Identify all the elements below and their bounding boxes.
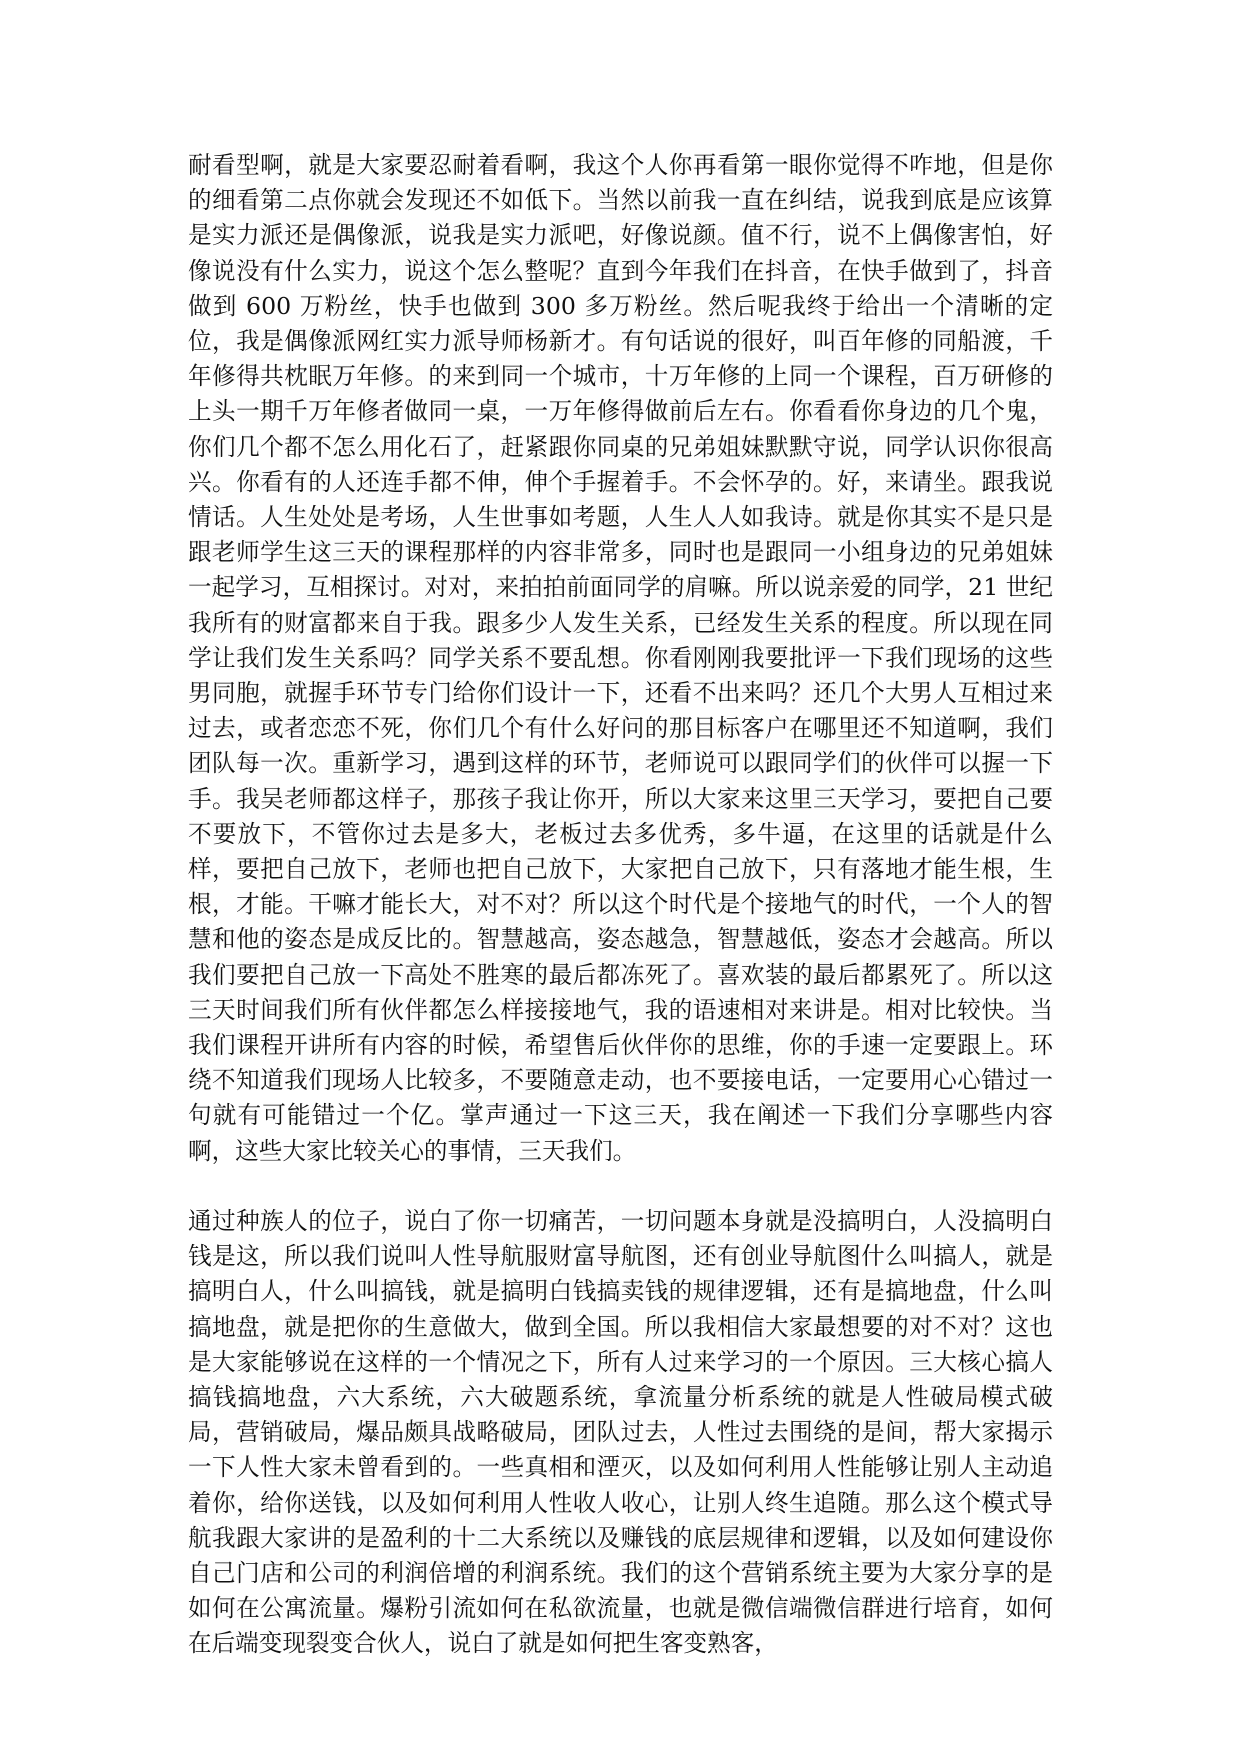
- paragraph-2: 通过种族人的位子，说白了你一切痛苦，一切问题本身就是没搞明白，人没搞明白钱是这，所以我们说叫人性导航服财富导航图，还有创业导航图什么叫搞人，就是搞明白人，什么叫搞钱，就是搞明白钱搞卖钱的规律逻辑，还有是搞地盘，什么叫搞地盘，就是把你的生意做大，做到全国。所以我相信大家最想要的对不对？这也是大家能够说在这样的一个情况之下，所有人过来学习的一个原因。三大核心搞人搞钱搞地盘，六大系统，六大破题系统，拿流量分析系统的就是人性破局模式破局，营销破局，爆品颇具战略破局，团队过去，人性过去围绕的是间，帮大家揭示一下人性大家未曾看到的。一些真相和湮灭，以及如何利用人性能够让别人主动追着你，给你送钱，以及如何利用人性收人收心，让别人终生追随。那么这个模式导航我跟大家讲的是盈利的十二大系统以及赚钱的底层规律和逻辑，以及如何建设你自己门店和公司的利润倍增的利润系统。我们的这个营销系统主要为大家分享的是如何在公寓流量。爆粉引流如何在私欲流量，也就是微信端微信群进行培育，如何在后端变现裂变合伙人，说白了就是如何把生客变熟客，: [188, 1206, 1053, 1658]
- document-page: [188, 148, 1053, 1662]
- paragraph-1: 耐看型啊，就是大家要忍耐着看啊，我这个人你再看第一眼你觉得不咋地，但是你的细看第二点你就会发现还不如低下。当然以前我一直在纠结，说我到底是应该算是实力派还是偶像派，说我是实力派吧，好像说颜。值不行，说不上偶像害怕，好像说没有什么实力，说这个怎么整呢？直到今年我们在抖音，在快手做到了，抖音做到 600 万粉丝，快手也做到 300 多万粉丝。然后呢我终于给出一个清晰的定位，我是偶像派网红实力派导师杨新才。有句话说的很好，叫百年修的同船渡，千年修得共枕眠万年修。的来到同一个城市，十万年修的上同一个课程，百万研修的上头一期千万年修者做同一桌，一万年修得做前后左右。你看看你身边的几个鬼，你们几个都不怎么用化石了，赶紧跟你同桌的兄弟姐妹默默守说，同学认识你很高兴。你看有的人还连手都不伸，伸个手握着手。不会怀孕的。好，来请坐。跟我说情话。人生处处是考场，人生世事如考题，人生人人如我诗。就是你其实不是只是跟老师学生这三天的课程那样的内容非常多，同时也是跟同一小组身边的兄弟姐妹一起学习，互相探讨。对对，来拍拍前面同学的肩嘛。所以说亲爱的同学，21 世纪我所有的财富都来自于我。跟多少人发生关系，已经发生关系的程度。所以现在同学让我们发生关系吗？同学关系不要乱想。你看刚刚我要批评一下我们现场的这些男同胞，就握手环节专门给你们设计一下，还看不出来吗？还几个大男人互相过来过去，或者恋恋不死，你们几个有什么好问的那目标客户在哪里还不知道啊，我们团队每一次。重新学习，遇到这样的环节，老师说可以跟同学们的伙伴可以握一下手。我吴老师都这样子，那孩子我让你开，所以大家来这里三天学习，要把自己要不要放下，不管你过去是多大，老板过去多优秀，多牛逼，在这里的话就是什么样，要把自己放下，老师也把自己放下，大家把自己放下，只有落地才能生根，生根，才能。干嘛才能长大，对不对？所以这个时代是个接地气的时代，一个人的智慧和他的姿态是成反比的。智慧越高，姿态越急，智慧越低，姿态才会越高。所以我们要把自己放一下高处不胜寒的最后都冻死了。喜欢装的最后都累死了。所以这三天时间我们所有伙伴都怎么样接接地气，我的语速相对来讲是。相对比较快。当我们课程开讲所有内容的时候，希望售后伙伴你的思维，你的手速一定要跟上。环绕不知道我们现场人比较多，不要随意走动，也不要接电话，一定要用心心错过一句就有可能错过一个亿。掌声通过一下这三天，我在阐述一下我们分享哪些内容啊，这些大家比较关心的事情，三天我们。: [188, 151, 1053, 1165]
